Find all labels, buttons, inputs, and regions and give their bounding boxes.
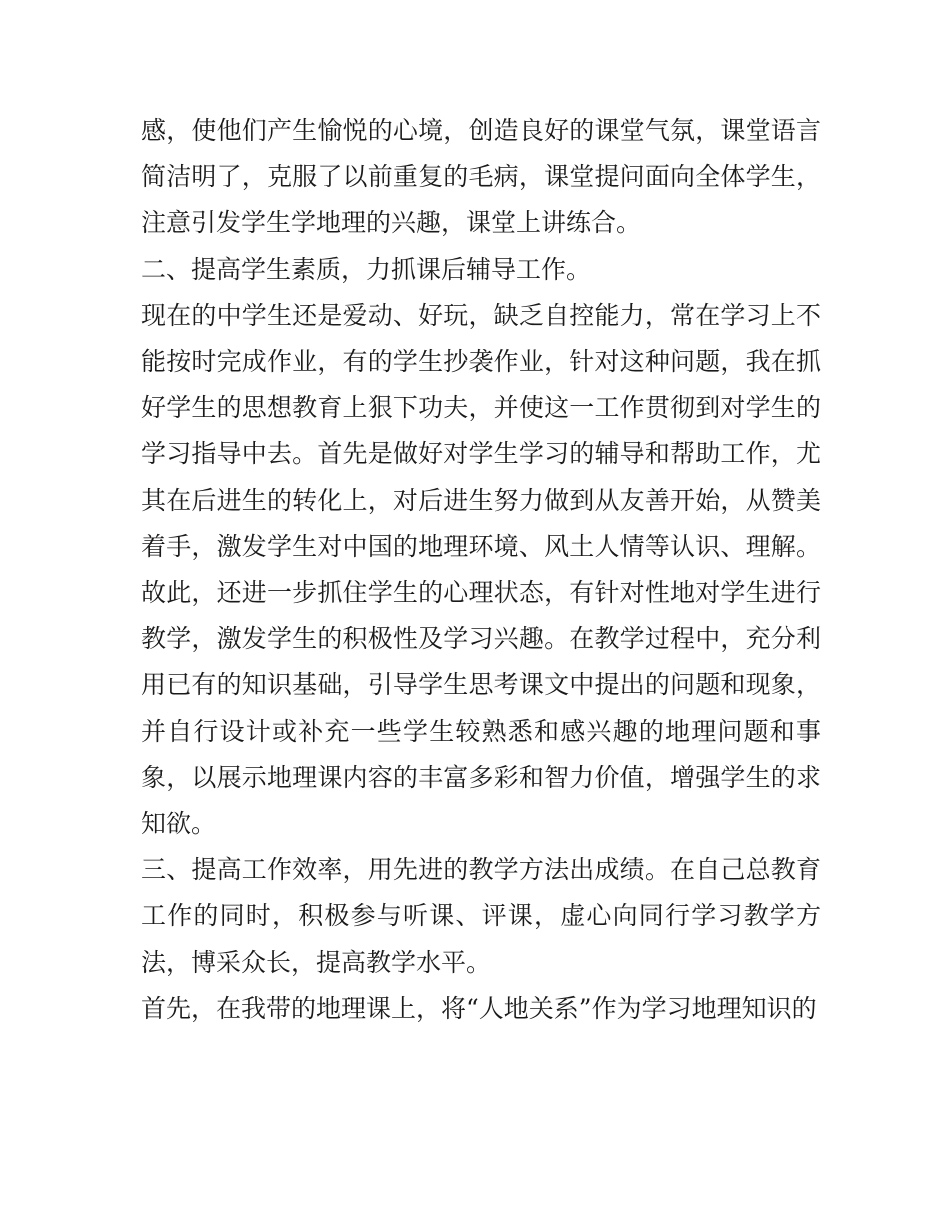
paragraph-2: 现在的中学生还是爱动、好玩，缺乏自控能力，常在学习上不能按时完成作业，有的学生抄袭作业，针对这种问题，我在抓好学生的思想教育上狠下功夫，并使这一工作贯彻到对学生的学习指导中去。首先是做好对学生学习的辅导和帮助工作，尤其在后进生的转化上，对后进生努力做到从友善开始，从赞美着手，激发学生对中国的地理环境、风土人情等认识、理解。故此，还进一步抓住学生的心理状态，有针对性地对学生进行教学，激发学生的积极性及学习兴趣。在教学过程中，充分利用已有的知识基础，引导学生思考课文中提出的问题和现象，并自行设计或补充一些学生较熟悉和感兴趣的地理问题和事象，以展示地理课内容的丰富多彩和智力价值，增强学生的求知欲。 bbox=[141, 300, 821, 839]
section-heading-2: 二、提高学生素质，力抓课后辅导工作。 bbox=[141, 254, 592, 284]
document-body bbox=[141, 108, 821, 1032]
paragraph-1: 感，使他们产生愉悦的心境，创造良好的课堂气氛，课堂语言简洁明了，克服了以前重复的毛病，课堂提问面向全体学生，注意引发学生学地理的兴趣，课堂上讲练合。 bbox=[141, 116, 821, 238]
paragraph-3: 首先，在我带的地理课上，将“人地关系”作为学习地理知识的 bbox=[141, 993, 817, 1023]
section-heading-3: 三、提高工作效率，用先进的教学方法出成绩。在自己总教育工作的同时，积极参与听课、评课，虚心向同行学习教学方法，博采众长，提高教学水平。 bbox=[141, 855, 821, 977]
